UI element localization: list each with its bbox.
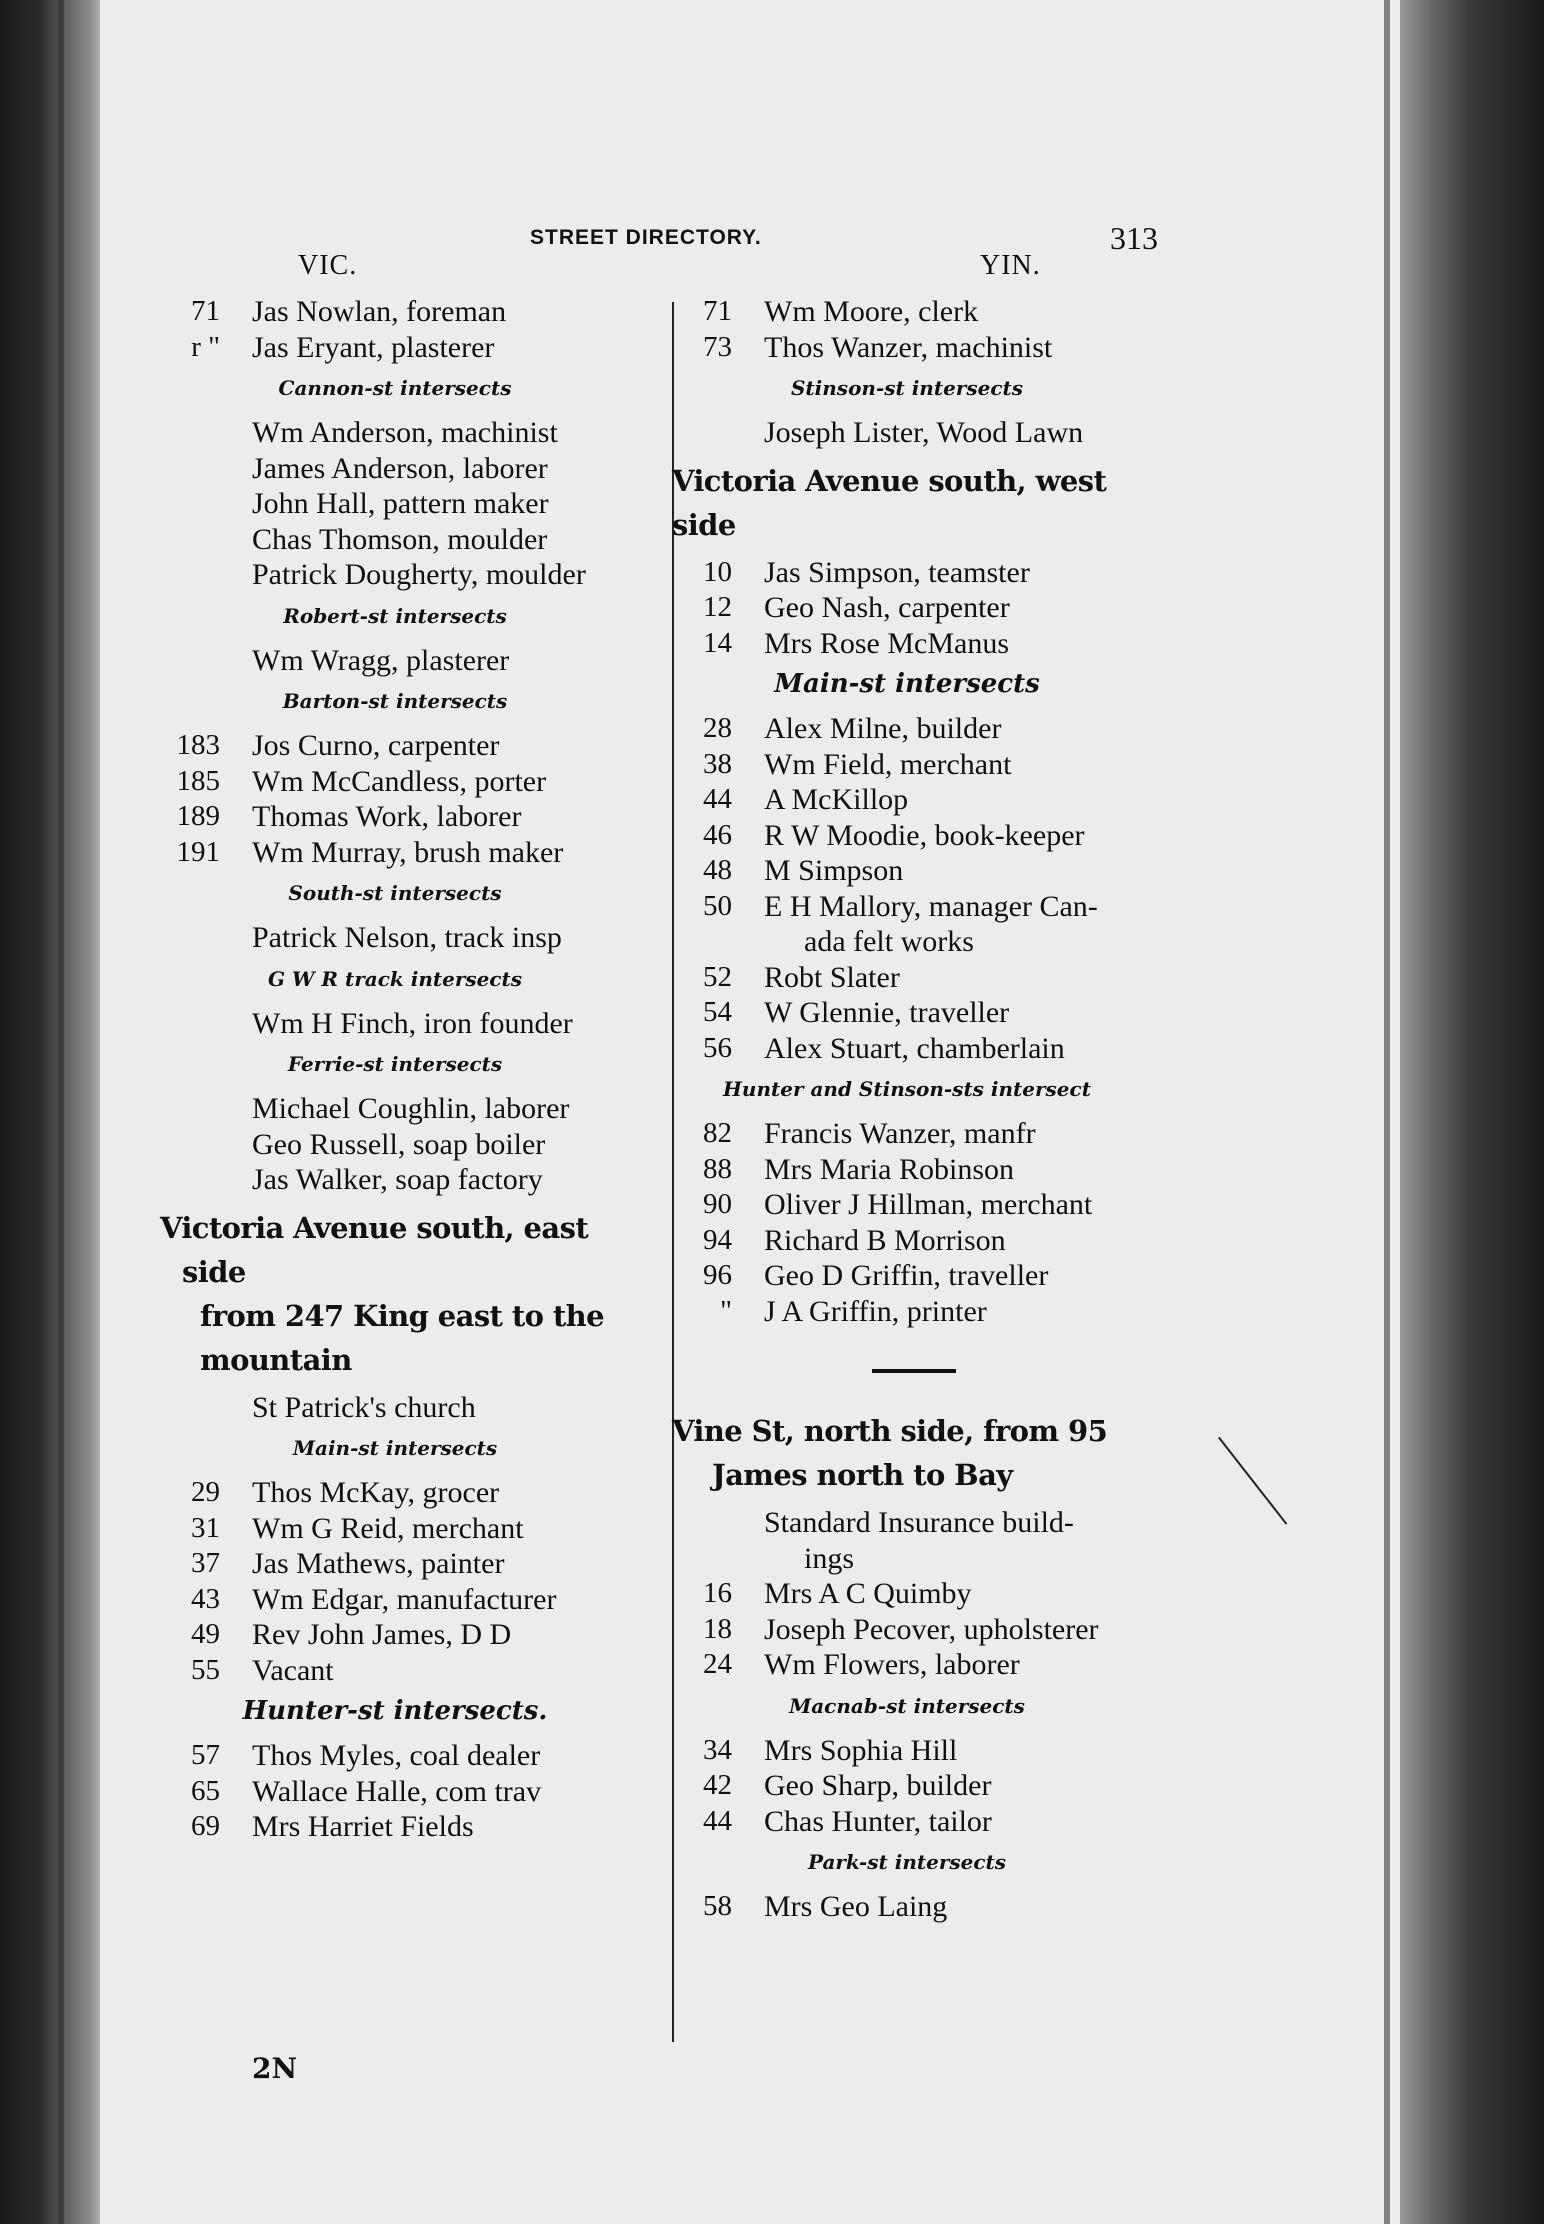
directory-entry [672,1031,1142,1067]
directory-entry [672,1258,1142,1294]
directory-entry [160,1475,630,1511]
directory-entry [672,1889,1142,1925]
directory-entry [672,1733,1142,1769]
house-number: r " [191,330,220,363]
house-number: 38 [703,747,732,780]
intersection-note: G W R track intersects [267,966,523,991]
directory-entry [672,995,1142,1031]
resident-text: Mrs Maria Robinson [764,1152,1014,1186]
directory-entry [672,711,1142,747]
directory-entry [160,643,630,679]
resident-text: Patrick Dougherty, moulder [252,558,586,591]
house-number: 31 [191,1511,220,1544]
resident-text: Chas Hunter, tailor [764,1804,992,1838]
resident-text: Geo D Griffin, traveller [764,1259,1049,1292]
directory-entry [672,294,1142,330]
section-rule [872,1369,956,1373]
resident-text: E H Mallory, manager Can- [764,889,1098,923]
house-number: 69 [191,1810,220,1842]
resident-text: Thos Wanzer, machinist [764,330,1053,364]
house-number: 82 [703,1117,732,1149]
directory-entry [672,1187,1142,1223]
intersection-note: Cannon-st intersects [278,376,512,400]
directory-entry [160,1774,630,1810]
resident-text: Wm H Finch, iron founder [252,1006,573,1040]
directory-entry [160,764,630,800]
directory-entry [160,1809,630,1845]
resident-text: Geo Sharp, builder [764,1769,992,1802]
resident-text: Wm Anderson, machinist [252,416,558,449]
directory-entry [672,853,1142,889]
directory-entry [672,626,1142,662]
house-number: 49 [191,1618,220,1650]
directory-entry [672,1768,1142,1804]
right-column [672,294,1142,1925]
house-number: 58 [703,1890,732,1922]
directory-entry [672,1152,1142,1188]
house-number: 37 [191,1547,220,1579]
house-number: 57 [191,1739,220,1771]
house-number: 10 [703,555,732,588]
directory-entry [672,889,1142,925]
intersection-note: Hunter-st intersects. [242,1696,548,1726]
directory-entry [160,920,630,956]
page-header [170,222,1170,302]
directory-entry [160,451,630,487]
resident-text: Jas Walker, soap factory [252,1163,543,1196]
house-number: 191 [176,835,220,868]
directory-entry [672,415,1142,451]
directory-entry [672,1576,1142,1612]
directory-entry [160,1162,630,1198]
resident-text: Chas Thomson, moulder [252,522,548,556]
intersection-note: Main-st intersects [774,669,1040,699]
resident-text: M Simpson [764,854,904,887]
running-head: STREET DIRECTORY. [530,226,762,249]
resident-text: Patrick Nelson, track insp [252,921,562,954]
directory-entry [672,330,1142,366]
resident-text: Geo Russell, soap boiler [252,1127,546,1161]
resident-text: James Anderson, laborer [252,451,548,485]
directory-entry [672,818,1142,854]
directory-entry [160,728,630,764]
resident-text: Wm McCandless, porter [252,764,547,798]
resident-text: Wm G Reid, merchant [252,1511,524,1545]
house-number: 46 [703,818,732,851]
resident-text: Wm Edgar, manufacturer [252,1582,557,1616]
resident-text: R W Moodie, book-keeper [764,818,1085,852]
resident-text: Robt Slater [764,960,900,994]
house-number: 44 [703,1804,732,1837]
house-number: " [720,1294,732,1327]
house-number: 16 [703,1577,732,1609]
directory-entry [160,1006,630,1042]
resident-text: Michael Coughlin, laborer [252,1092,570,1125]
resident-text: Wm Field, merchant [764,747,1012,781]
directory-entry [160,522,630,558]
resident-text: St Patrick's church [252,1390,476,1424]
page-edge-left [58,0,64,2224]
resident-text: Oliver J Hillman, merchant [764,1188,1093,1221]
resident-text: Vacant [252,1653,334,1687]
directory-entry [160,1091,630,1127]
house-number: 185 [176,764,220,797]
street-heading-line: Victoria Avenue south, east side [160,1210,589,1289]
street-heading [672,1409,1142,1497]
house-number: 94 [703,1223,732,1256]
resident-text: ings [804,1541,855,1575]
directory-entry [160,1653,630,1689]
resident-text: Mrs A C Quimby [764,1577,972,1610]
street-heading [672,459,1142,547]
intersection-note: Robert-st intersects [283,603,507,628]
directory-entry [160,1511,630,1547]
directory-entry [672,1612,1142,1648]
house-number: 189 [176,800,220,832]
directory-entry [160,1617,630,1653]
directory-entry [672,1294,1142,1330]
directory-entry [160,294,630,330]
resident-text: Geo Nash, carpenter [764,591,1010,624]
directory-entry [672,1647,1142,1683]
resident-text: Thomas Work, laborer [252,800,522,833]
house-number: 28 [703,712,732,744]
resident-text: Richard B Morrison [764,1223,1006,1257]
resident-text: A McKillop [764,783,909,816]
resident-text: Jas Eryant, plasterer [252,330,495,364]
signature-mark: 2N [252,2052,298,2085]
house-number: 71 [703,295,732,327]
house-number: 183 [176,729,220,761]
resident-text: Jos Curno, carpenter [252,729,500,762]
resident-text: Wm Murray, brush maker [252,835,564,869]
house-number: 42 [703,1769,732,1801]
directory-entry [160,330,630,366]
directory-entry [672,782,1142,818]
street-heading-line: mountain [200,1342,352,1377]
left-key-word: VIC. [298,250,358,281]
intersection-note: South-st intersects [288,881,502,905]
directory-entry [160,557,630,593]
street-heading-line: Victoria Avenue south, west side [672,463,1107,542]
page-number: 313 [1110,220,1158,256]
street-heading [160,1206,630,1382]
page-edge-right [1384,0,1390,2224]
intersection-note: Hunter and Stinson-sts intersect [723,1077,1091,1101]
resident-text: Wm Flowers, laborer [764,1648,1020,1681]
intersection-note: Park-st intersects [807,1850,1007,1874]
intersection-note: Macnab-st intersects [789,1693,1025,1718]
directory-entry [672,1541,1142,1577]
directory-entry [672,924,1142,960]
right-key-word: YIN. [980,250,1041,281]
directory-entry [160,799,630,835]
house-number: 88 [703,1152,732,1185]
resident-text: Standard Insurance build- [764,1506,1074,1539]
directory-entry [160,835,630,871]
house-number: 48 [703,854,732,886]
house-number: 29 [191,1476,220,1508]
directory-entry [160,486,630,522]
directory-entry [672,960,1142,996]
house-number: 50 [703,889,732,922]
house-number: 65 [191,1774,220,1807]
resident-text: Mrs Harriet Fields [252,1810,474,1843]
house-number: 14 [703,626,732,659]
intersection-note: Ferrie-st intersects [287,1052,503,1076]
resident-text: Rev John James, D D [252,1618,512,1651]
house-number: 44 [703,783,732,815]
resident-text: Mrs Geo Laing [764,1890,948,1923]
resident-text: Alex Milne, builder [764,712,1002,745]
directory-entry [160,1738,630,1774]
street-heading-line: from 247 King east to the [200,1298,605,1333]
street-heading-line: James north to Bay [712,1458,1013,1492]
resident-text: Mrs Sophia Hill [764,1733,958,1767]
house-number: 34 [703,1733,732,1766]
resident-text: Wm Moore, clerk [764,295,979,328]
resident-text: Jas Simpson, teamster [764,555,1030,589]
house-number: 73 [703,330,732,363]
house-number: 71 [191,295,220,327]
resident-text: Thos Myles, coal dealer [252,1739,541,1772]
left-column [160,294,630,1845]
house-number: 90 [703,1188,732,1220]
resident-text: Wm Wragg, plasterer [252,643,510,677]
resident-text: John Hall, pattern maker [252,487,549,520]
resident-text: Joseph Lister, Wood Lawn [764,416,1084,449]
house-number: 18 [703,1612,732,1645]
house-number: 52 [703,960,732,993]
directory-entry [160,1546,630,1582]
resident-text: J A Griffin, printer [764,1294,987,1328]
house-number: 24 [703,1648,732,1680]
directory-entry [672,1223,1142,1259]
house-number: 55 [191,1653,220,1686]
directory-entry [160,415,630,451]
resident-text: W Glennie, traveller [764,996,1010,1029]
resident-text: ada felt works [804,925,974,958]
house-number: 54 [703,996,732,1028]
resident-text: Jas Mathews, painter [252,1547,505,1580]
house-number: 12 [703,591,732,623]
directory-entry [672,1505,1142,1541]
intersection-note: Stinson-st intersects [790,376,1024,400]
resident-text: Alex Stuart, chamberlain [764,1031,1065,1065]
resident-text: Mrs Rose McManus [764,626,1009,660]
resident-text: Joseph Pecover, upholsterer [764,1612,1099,1646]
directory-entry [160,1390,630,1426]
house-number: 96 [703,1259,732,1291]
house-number: 43 [191,1582,220,1615]
house-number: 56 [703,1031,732,1064]
street-heading-line: Vine St, north side, from 95 [672,1414,1108,1448]
directory-entry [160,1127,630,1163]
directory-entry [672,590,1142,626]
directory-entry [672,747,1142,783]
resident-text: Jas Nowlan, foreman [252,295,507,328]
resident-text: Thos McKay, grocer [252,1476,500,1509]
resident-text: Wallace Halle, com trav [252,1774,542,1808]
directory-entry [672,1804,1142,1840]
directory-entry [672,1116,1142,1152]
resident-text: Francis Wanzer, manfr [764,1117,1036,1150]
directory-entry [672,555,1142,591]
intersection-note: Barton-st intersects [282,689,508,713]
intersection-note: Main-st intersects [292,1436,498,1460]
directory-entry [160,1582,630,1618]
